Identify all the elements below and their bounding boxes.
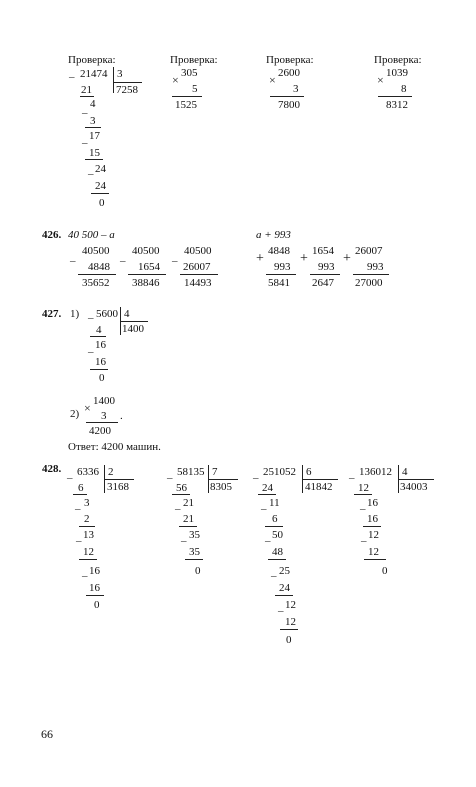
step: 48 (272, 546, 283, 558)
quotient: 8305 (210, 481, 232, 493)
quotient-line (302, 479, 338, 480)
plus-sign: + (300, 251, 308, 266)
step: 3 (84, 497, 90, 509)
difference: 35652 (82, 277, 110, 289)
check-label-2: Проверка: (170, 54, 218, 66)
minus-sign: – (271, 570, 277, 582)
step: 16 (367, 513, 378, 525)
step: 17 (89, 130, 100, 142)
step: 35 (189, 529, 200, 541)
part-label: 2) (70, 408, 80, 420)
quotient-line (120, 321, 148, 322)
sum: 5841 (268, 277, 290, 289)
step: 16 (95, 339, 106, 351)
minus-sign: – (76, 535, 82, 547)
step-line (80, 96, 94, 97)
step-line (280, 629, 298, 630)
step-line (85, 159, 103, 160)
step: 21 (183, 497, 194, 509)
minus-sign: – (167, 472, 173, 484)
factor: 305 (181, 67, 198, 79)
result-line (378, 96, 412, 97)
step: 50 (272, 529, 283, 541)
step: 4 (96, 324, 102, 336)
minus-sign: – (265, 535, 271, 547)
dividend: 21474 (80, 68, 108, 80)
minus-sign: – (278, 605, 284, 617)
step: 15 (89, 147, 100, 159)
sum: 27000 (355, 277, 383, 289)
check-label-3: Проверка: (266, 54, 314, 66)
step-line (354, 494, 372, 495)
subtrahend: 4848 (88, 261, 110, 273)
step: 24 (279, 582, 290, 594)
remainder: 0 (99, 197, 105, 209)
minus-sign: – (175, 503, 181, 515)
dividend: 136012 (359, 466, 392, 478)
minus-sign: – (75, 503, 81, 515)
minus-sign: – (349, 472, 355, 484)
minus-sign: – (67, 472, 73, 484)
step-line (275, 595, 293, 596)
quotient: 41842 (305, 481, 333, 493)
addend: 4848 (268, 245, 290, 257)
step: 11 (269, 497, 280, 509)
task-number: 426. (42, 229, 62, 241)
step: 21 (81, 84, 92, 96)
result-line (86, 422, 118, 423)
minus-sign: – (88, 168, 94, 180)
step: 6 (272, 513, 278, 525)
minuend: 40500 (132, 245, 160, 257)
step: 12 (285, 599, 296, 611)
step-line (363, 526, 381, 527)
step-line (265, 526, 283, 527)
step-line (364, 559, 386, 560)
divisor: 3 (117, 68, 123, 80)
addend: 993 (318, 261, 335, 273)
minuend: 40500 (184, 245, 212, 257)
result-line (172, 96, 202, 97)
minus-sign: – (88, 312, 94, 324)
divisor: 6 (306, 466, 312, 478)
result-line (180, 274, 218, 275)
step: 12 (368, 529, 379, 541)
minus-sign: – (70, 255, 76, 267)
step: 35 (189, 546, 200, 558)
step-line (268, 559, 286, 560)
step: 24 (95, 163, 106, 175)
check-label-4: Проверка: (374, 54, 422, 66)
task-number: 428. (42, 463, 62, 475)
minus-sign: – (361, 535, 367, 547)
dividend: 5600 (96, 308, 118, 320)
step: 12 (368, 546, 379, 558)
task-number: 427. (42, 308, 62, 320)
quotient: 7258 (116, 84, 138, 96)
times-sign: × (269, 73, 276, 87)
quotient: 34003 (400, 481, 428, 493)
step-line (172, 494, 190, 495)
step: 16 (89, 582, 100, 594)
answer: Ответ: 4200 машин. (68, 441, 161, 453)
quotient: 3168 (107, 481, 129, 493)
minus-sign: – (88, 346, 94, 358)
remainder: 0 (99, 372, 105, 384)
step: 12 (83, 546, 94, 558)
part-label: 1) (70, 308, 80, 320)
difference: 38846 (132, 277, 160, 289)
remainder: 0 (94, 599, 100, 611)
step: 16 (367, 497, 378, 509)
quotient-line (104, 479, 134, 480)
result-line (353, 274, 389, 275)
product: 4200 (89, 425, 111, 437)
sum: 2647 (312, 277, 334, 289)
subtrahend: 1654 (138, 261, 160, 273)
result-line (78, 274, 116, 275)
plus-sign: + (343, 251, 351, 266)
minuend: 40500 (82, 245, 110, 257)
minus-sign: – (120, 255, 126, 267)
times-sign: × (377, 73, 384, 87)
addend: 993 (367, 261, 384, 273)
remainder: 0 (286, 634, 292, 646)
minus-sign: – (360, 503, 366, 515)
factor: 1400 (93, 395, 115, 407)
step-line (179, 526, 197, 527)
addend: 26007 (355, 245, 383, 257)
step-line (90, 369, 108, 370)
addend: 993 (274, 261, 291, 273)
step: 4 (90, 98, 96, 110)
subtrahend: 26007 (183, 261, 211, 273)
page-number: 66 (41, 727, 53, 741)
minus-sign: – (69, 71, 75, 83)
minus-sign: – (82, 137, 88, 149)
product: 1525 (175, 99, 197, 111)
period: . (120, 410, 123, 422)
expression: 40 500 – a (68, 229, 115, 241)
step: 25 (279, 565, 290, 577)
step-line (85, 127, 101, 128)
step: 21 (183, 513, 194, 525)
dividend: 251052 (263, 466, 296, 478)
step: 56 (176, 482, 187, 494)
step-line (91, 193, 109, 194)
result-line (310, 274, 340, 275)
step: 13 (83, 529, 94, 541)
result-line (270, 96, 304, 97)
result-line (266, 274, 296, 275)
check-label-1: Проверка: (68, 54, 116, 66)
factor: 8 (401, 83, 407, 95)
result-line (128, 274, 166, 275)
dividend: 58135 (177, 466, 205, 478)
factor: 2600 (278, 67, 300, 79)
divisor: 2 (108, 466, 114, 478)
factor: 3 (293, 83, 299, 95)
step: 12 (358, 482, 369, 494)
minus-sign: – (82, 570, 88, 582)
step: 16 (95, 356, 106, 368)
quotient-line (208, 479, 238, 480)
minus-sign: – (261, 503, 267, 515)
minus-sign: – (253, 472, 259, 484)
times-sign: × (172, 73, 179, 87)
step-line (90, 336, 106, 337)
factor: 1039 (386, 67, 408, 79)
divisor: 4 (402, 466, 408, 478)
step: 12 (285, 616, 296, 628)
step: 16 (89, 565, 100, 577)
difference: 14493 (184, 277, 212, 289)
step-line (79, 559, 97, 560)
step-line (258, 494, 276, 495)
addend: 1654 (312, 245, 334, 257)
minus-sign: – (181, 535, 187, 547)
step: 3 (90, 115, 96, 127)
remainder: 0 (382, 565, 388, 577)
quotient: 1400 (122, 323, 144, 335)
product: 8312 (386, 99, 408, 111)
expression: a + 993 (256, 229, 291, 241)
step-line (79, 526, 95, 527)
minus-sign: – (82, 107, 88, 119)
minus-sign: – (172, 255, 178, 267)
division-bar (113, 67, 114, 93)
step: 2 (84, 513, 90, 525)
step: 24 (95, 180, 106, 192)
times-sign: × (84, 401, 91, 415)
plus-sign: + (256, 251, 264, 266)
quotient-line (398, 479, 434, 480)
divisor: 4 (124, 308, 130, 320)
product: 7800 (278, 99, 300, 111)
dividend: 6336 (77, 466, 99, 478)
factor: 5 (192, 83, 198, 95)
quotient-line (113, 82, 142, 83)
remainder: 0 (195, 565, 201, 577)
divisor: 7 (212, 466, 218, 478)
step-line (73, 494, 87, 495)
step: 6 (78, 482, 84, 494)
step: 24 (262, 482, 273, 494)
step-line (185, 559, 203, 560)
factor: 3 (101, 410, 107, 422)
step-line (86, 595, 104, 596)
